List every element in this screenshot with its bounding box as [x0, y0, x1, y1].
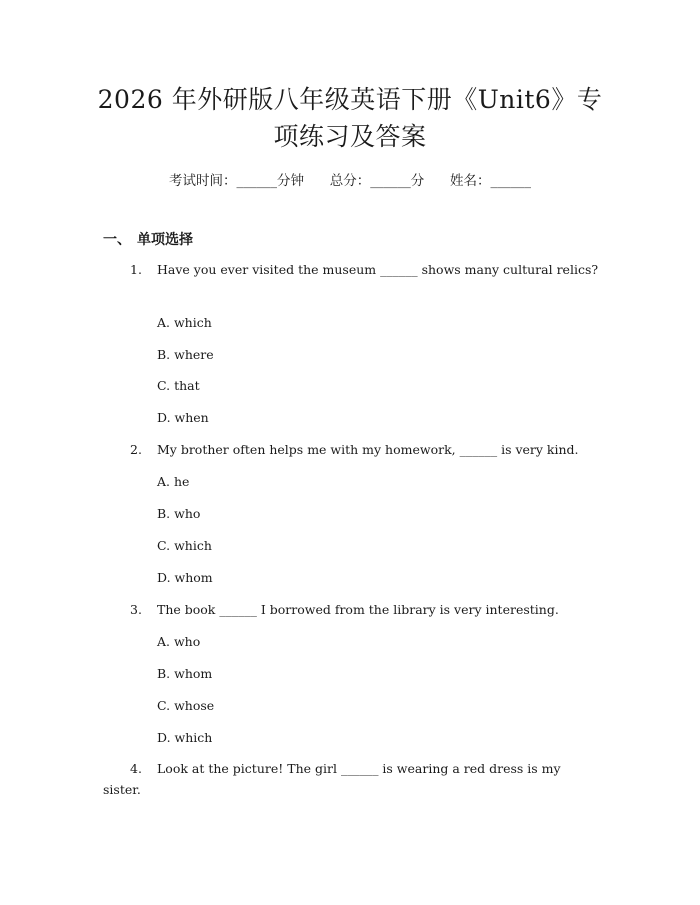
question-3	[103, 599, 600, 620]
section-title: 单项选择	[137, 232, 193, 248]
question-2	[103, 439, 600, 460]
question-number: 3.	[130, 602, 142, 617]
section-heading	[103, 229, 193, 249]
document-title-line-1: 2026 年外研版八年级英语下册《Unit6》专	[97, 85, 603, 114]
question-number: 1.	[130, 262, 142, 277]
option-d: D. which	[157, 730, 213, 745]
question-4	[103, 758, 600, 800]
option-c: C. which	[157, 538, 212, 553]
exam-info-line: 考试时间：______分钟 总分：______分 姓名：______	[169, 173, 531, 189]
option-a: A. who	[157, 634, 201, 649]
question-text: Have you ever visited the museum ______ shows many cultural relics?	[157, 262, 599, 277]
question-text: Look at the picture! The girl ______ is wearing a red dress is my sister.	[103, 761, 565, 797]
question-text: The book ______ I borrowed from the library is very interesting.	[157, 602, 559, 617]
question-number: 4.	[130, 761, 142, 776]
option-b: B. who	[157, 506, 201, 521]
option-b: B. whom	[157, 666, 213, 681]
option-c: C. that	[157, 378, 200, 393]
option-c: C. whose	[157, 698, 215, 713]
document-title-line-2: 项练习及答案	[273, 122, 427, 151]
option-d: D. when	[157, 410, 209, 425]
option-a: A. he	[157, 474, 190, 489]
section-number: 一、	[103, 232, 131, 248]
question-1	[103, 259, 600, 280]
question-text: My brother often helps me with my homework, ______ is very kind.	[157, 442, 579, 457]
question-number: 2.	[130, 442, 142, 457]
option-a: A. which	[157, 315, 212, 330]
option-b: B. where	[157, 347, 214, 362]
option-d: D. whom	[157, 570, 213, 585]
